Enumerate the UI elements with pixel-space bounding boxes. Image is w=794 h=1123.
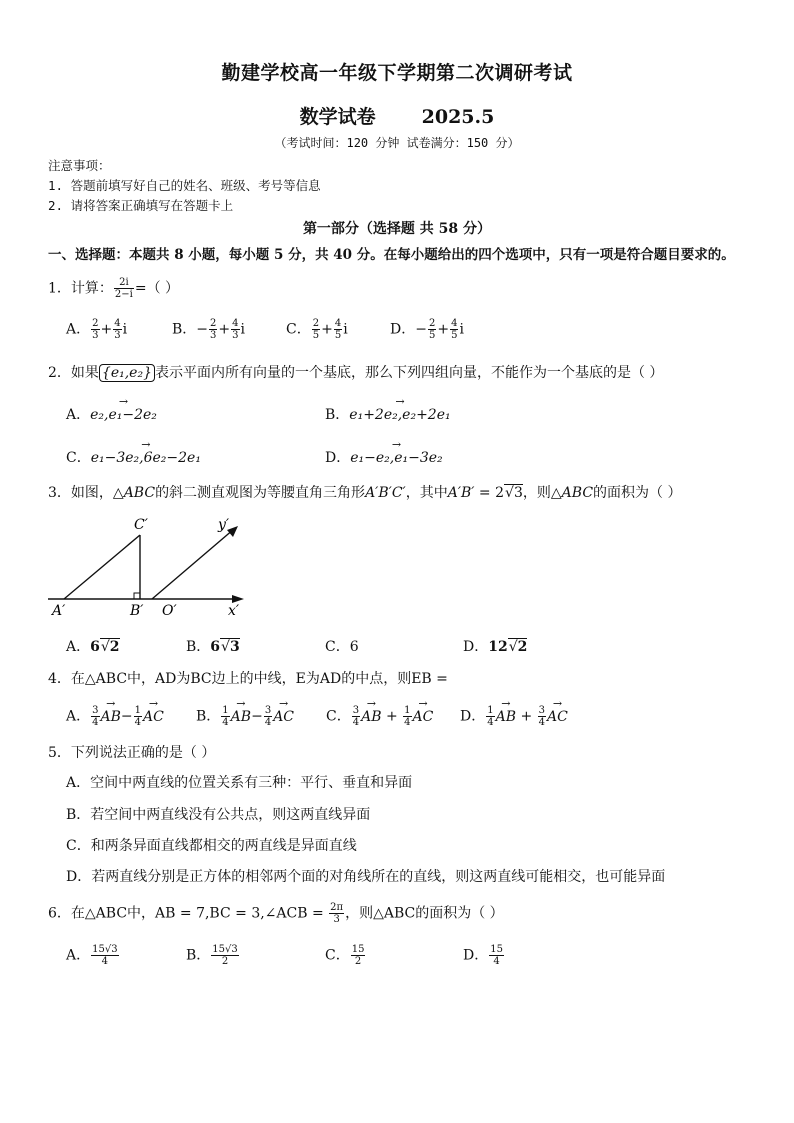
side-a-c — [64, 535, 140, 599]
question-5-stem: 5．下列说法正确的是（ ） — [48, 745, 216, 761]
y-axis — [152, 529, 234, 599]
label-c: C′ — [134, 517, 148, 533]
label-o: O′ — [162, 603, 177, 619]
question-6-option-a[interactable]: A． $\frac{15√3}{4}$ — [66, 944, 118, 967]
question-1-option-d[interactable]: D．− $\frac{2}{5}$ + $\frac{4}{5}$ i — [390, 318, 464, 341]
question-5-option-c[interactable]: C．和两条异面直线都相交的两直线是异面直线 — [66, 838, 357, 854]
label-a: A′ — [52, 603, 66, 619]
question-2-stem: 2．如果 {e₁,e₂} 表示平面内所有向量的一个基底，那么下列四组向量，不能作为一个基底的是（ ） — [48, 365, 664, 381]
question-4-option-a[interactable]: A． $\frac{3}{4}$ → AB− $\frac{1}{4}$ → AC — [66, 705, 164, 728]
question-6-option-b[interactable]: B． $\frac{15√3}{2}$ — [186, 944, 238, 967]
question-2-option-d[interactable]: D．→ e₁−e₂,e₁−3e₂ — [325, 447, 443, 467]
exam-subtitle — [0, 102, 794, 129]
question-6-stem: 6．在△ABC中，AB = 7,BC = 3,∠ACB = $\frac{2\pi}{3}$ ，则△ABC的面积为（ ） — [48, 902, 504, 925]
question-6-option-c[interactable]: C． $\frac{15}{2}$ — [325, 944, 365, 967]
exam-date: 2025.5 — [421, 106, 495, 128]
label-y: y′ — [218, 517, 230, 533]
exam-title: 勤建学校高一年级下学期第二次调研考试 — [221, 62, 573, 84]
question-5-option-d[interactable]: D．若两直线分别是正方体的相邻两个面的对角线所在的直线，则这两直线可能相交，也可能异面 — [66, 869, 666, 885]
question-1-option-c[interactable]: C． $\frac{2}{5}$ + $\frac{4}{5}$ i — [286, 318, 348, 341]
question-2-option-a[interactable]: A．→ e₂,e₁−2e₂ — [66, 404, 157, 424]
label-x: x′ — [228, 603, 240, 619]
notes-item-2: 2. 请将答案正确填写在答题卡上 — [48, 198, 234, 213]
question-2-option-b[interactable]: B．→ e₁+2e₂,e₂+2e₁ — [325, 404, 451, 424]
question-5-option-a[interactable]: A．空间中两直线的位置关系有三种：平行、垂直和异面 — [66, 775, 413, 791]
question-1-option-a[interactable]: A． $\frac{2}{3}$ + $\frac{4}{3}$ i — [66, 318, 128, 341]
question-1-option-b[interactable]: B．− $\frac{2}{3}$ + $\frac{4}{3}$ i — [172, 318, 245, 341]
label-b: B′ — [130, 603, 144, 619]
section-title: 第一部分（选择题 共 58 分） — [302, 221, 492, 237]
question-4-stem: 4．在△ABC中，AD为BC边上的中线，E为AD的中点，则EB = — [48, 671, 448, 687]
x-axis-arrow-icon — [232, 595, 244, 603]
exam-time-note: （考试时间：120 分钟 试卷满分：150 分） — [274, 136, 520, 150]
notes-item-1: 1. 答题前填写好自己的姓名、班级、考号等信息 — [48, 178, 321, 193]
question-3-option-a[interactable]: A．6√2 — [66, 639, 120, 655]
question-3-option-d[interactable]: D．12√2 — [463, 639, 528, 655]
question-4-option-b[interactable]: B． $\frac{1}{4}$ → AB− $\frac{3}{4}$ → AC — [196, 705, 294, 728]
question-4-option-c[interactable]: C． $\frac{3}{4}$ → AB + $\frac{1}{4}$ → AC — [326, 705, 433, 728]
section-instruction: 一、选择题：本题共 8 小题，每小题 5 分，共 40 分。在每小题给出的四个选项中，只有一项是符合题目要求的。 — [48, 247, 735, 263]
question-3-stem: 3．如图，△ABC的斜二测直观图为等腰直角三角形A′B′C′，其中A′B′ = 2√3，则△ABC的面积为（ ） — [48, 485, 682, 501]
question-3-option-c[interactable]: C．6 — [325, 639, 359, 655]
question-3-option-b[interactable]: B．6√3 — [186, 639, 240, 655]
question-4-option-d[interactable]: D． $\frac{1}{4}$ → AB + $\frac{3}{4}$ → AC — [460, 705, 568, 728]
notes-heading: 注意事项： — [48, 158, 111, 173]
question-2-option-c[interactable]: C．→ e₁−3e₂,6e₂−2e₁ — [66, 447, 201, 467]
oblique-projection-diagram — [48, 515, 258, 620]
question-1-stem: 1．计算： $\frac{2i}{2-i}$ =（ ） — [48, 277, 180, 300]
right-angle-mark — [134, 593, 140, 599]
subject-label: 数学试卷 — [299, 106, 376, 128]
question-5-option-b[interactable]: B．若空间中两直线没有公共点，则这两直线异面 — [66, 807, 371, 823]
question-6-option-d[interactable]: D． $\frac{15}{4}$ — [463, 944, 503, 967]
